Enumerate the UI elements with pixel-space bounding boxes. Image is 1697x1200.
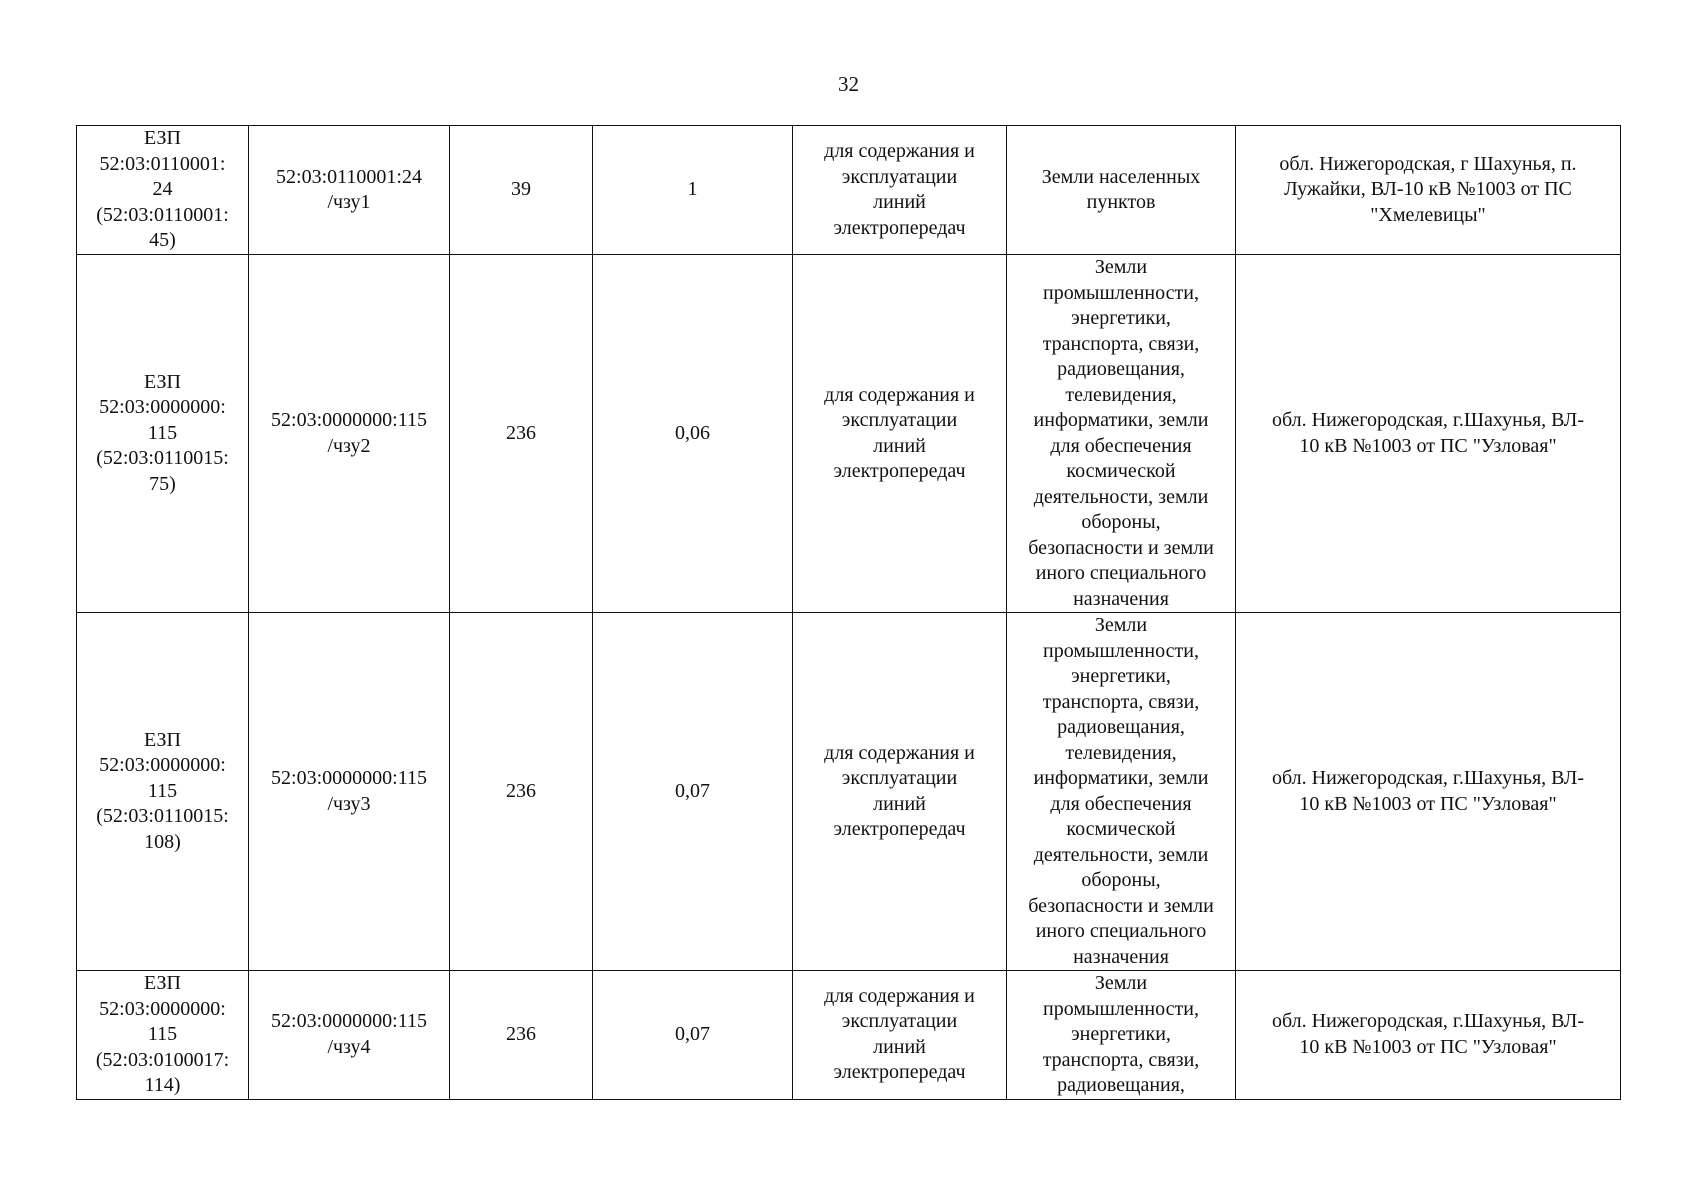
cell-area: 0,07: [593, 971, 793, 1100]
cell-text-line: Земли: [1094, 614, 1148, 636]
cell-part-number: [249, 126, 450, 255]
cell-purpose: [793, 613, 1007, 971]
cell-text-line: деятельности, земли: [1033, 843, 1209, 866]
cell-text-line: для содержания и: [824, 741, 975, 764]
cell-plot-id: [77, 126, 249, 255]
cell-text-line: 52:03:0110001:: [99, 152, 226, 175]
cell-text-line: 115: [147, 421, 178, 444]
cell-plot-id: [77, 613, 249, 971]
cell-text-line: Земли населенных: [1041, 165, 1201, 188]
cell-text-line: для обеспечения: [1050, 792, 1192, 815]
cell-text-line: /чзу1: [327, 191, 371, 213]
cell-text-line: 52:03:0000000:: [99, 754, 226, 777]
cell-text-line: (52:03:0110015:: [96, 447, 229, 470]
cell-text-line: обл. Нижегородская, г.Шахунья, ВЛ-: [1272, 767, 1584, 789]
cell-text-line: обл. Нижегородская, г.Шахунья, ВЛ-: [1272, 409, 1584, 431]
table-row: [77, 971, 1621, 1100]
cell-purpose: [793, 126, 1007, 255]
cell-address: [1236, 971, 1621, 1100]
cell-address: [1236, 126, 1621, 255]
cell-text-line: телевидения,: [1065, 741, 1177, 764]
cell-text-line: 45): [149, 229, 176, 252]
cell-text-line: промышленности,: [1043, 639, 1199, 662]
cell-text-line: телевидения,: [1065, 383, 1177, 406]
cell-text-line: энергетики,: [1071, 665, 1171, 687]
cell-text-line: /чзу4: [327, 1035, 371, 1058]
cell-area: 1: [593, 126, 793, 255]
cell-land-category: [1007, 971, 1236, 1100]
cell-text-line: ЕЗП: [144, 728, 181, 751]
cell-text-line: /чзу3: [327, 792, 371, 815]
cell-land-category: [1007, 126, 1236, 255]
cell-part-number: [249, 255, 450, 613]
cell-text-line: эксплуатации: [841, 767, 958, 789]
cell-text-line: радиовещания,: [1057, 358, 1185, 380]
cell-text-line: иного специального: [1035, 562, 1207, 584]
cell-text-line: назначения: [1073, 587, 1169, 610]
cell-text-line: обороны,: [1081, 869, 1161, 891]
cell-text-line: 10 кВ №1003 от ПС "Узловая": [1299, 792, 1557, 815]
cell-text-line: 52:03:0000000:115: [271, 767, 427, 789]
cell-text-line: радиовещания,: [1057, 1074, 1185, 1096]
cell-text-line: Земли: [1094, 972, 1148, 994]
cell-text-line: космической: [1066, 818, 1176, 840]
cell-text-line: информатики, земли: [1033, 767, 1209, 789]
cell-text-line: эксплуатации: [841, 409, 958, 431]
cell-text-line: для содержания и: [824, 140, 975, 162]
cell-text-line: ЕЗП: [144, 127, 181, 150]
cell-text-line: 115: [147, 1023, 178, 1045]
cell-number: 39: [450, 126, 593, 255]
cell-text-line: обл. Нижегородская, г Шахунья, п.: [1279, 152, 1577, 175]
cell-text-line: 114): [144, 1074, 181, 1096]
cell-text-line: 10 кВ №1003 от ПС "Узловая": [1299, 1035, 1557, 1058]
cell-text-line: (52:03:0100017:: [95, 1048, 230, 1071]
cell-text-line: иного специального: [1035, 920, 1207, 942]
cell-text-line: 52:03:0000000:115: [271, 409, 427, 431]
cell-text-line: 52:03:0110001:24: [276, 165, 422, 188]
cell-number: 236: [450, 971, 593, 1100]
cell-text-line: 24: [152, 178, 173, 201]
cell-text-line: информатики, земли: [1033, 409, 1209, 431]
cell-text-line: безопасности и земли: [1028, 894, 1214, 917]
cell-plot-id: [77, 255, 249, 613]
cell-land-category: [1007, 613, 1236, 971]
cell-text-line: 10 кВ №1003 от ПС "Узловая": [1299, 434, 1557, 457]
cell-number: 236: [450, 613, 593, 971]
table-row: [77, 613, 1621, 971]
cell-text-line: Лужайки, ВЛ-10 кВ №1003 от ПС: [1284, 178, 1572, 201]
cell-text-line: (52:03:0110001:: [96, 203, 229, 226]
cell-text-line: ЕЗП: [144, 370, 181, 393]
cell-text-line: 108): [144, 830, 181, 853]
cell-area: 0,07: [593, 613, 793, 971]
cell-text-line: электропередач: [833, 460, 966, 482]
cell-text-line: линий: [873, 792, 926, 815]
cell-text-line: 115: [147, 779, 178, 802]
table-row: [77, 126, 1621, 255]
cell-part-number: [249, 971, 450, 1100]
cell-text-line: электропередач: [833, 1061, 966, 1084]
cell-text-line: энергетики,: [1071, 307, 1171, 329]
cell-address: [1236, 613, 1621, 971]
cell-area: 0,06: [593, 255, 793, 613]
cell-text-line: 52:03:0000000:: [99, 396, 226, 419]
cell-text-line: космической: [1066, 460, 1176, 482]
cell-text-line: транспорта, связи,: [1042, 332, 1200, 355]
cell-text-line: эксплуатации: [841, 1010, 958, 1033]
cell-text-line: энергетики,: [1071, 1023, 1171, 1045]
cell-text-line: 75): [149, 472, 176, 495]
cell-text-line: транспорта, связи,: [1042, 1048, 1200, 1071]
cell-text-line: радиовещания,: [1057, 716, 1185, 738]
page-number: 32: [838, 72, 859, 96]
cell-text-line: деятельности, земли: [1033, 485, 1209, 508]
cell-text-line: назначения: [1073, 945, 1169, 968]
cell-text-line: для содержания и: [824, 984, 975, 1007]
cell-text-line: электропередач: [833, 216, 966, 239]
cell-text-line: ЕЗП: [144, 972, 181, 994]
cell-address: [1236, 255, 1621, 613]
cell-text-line: обороны,: [1081, 511, 1161, 533]
cell-text-line: промышленности,: [1043, 281, 1199, 304]
cell-text-line: Земли: [1094, 256, 1148, 278]
cell-text-line: линий: [873, 191, 926, 213]
land-plots-table: [76, 125, 1621, 1100]
cell-text-line: "Хмелевицы": [1370, 203, 1486, 226]
table-body: [77, 126, 1621, 1100]
cell-text-line: линий: [873, 1035, 926, 1058]
cell-text-line: промышленности,: [1043, 997, 1199, 1020]
cell-land-category: [1007, 255, 1236, 613]
cell-text-line: для обеспечения: [1050, 434, 1192, 457]
cell-text-line: обл. Нижегородская, г.Шахунья, ВЛ-: [1272, 1010, 1584, 1033]
cell-text-line: электропередач: [833, 818, 966, 840]
cell-purpose: [793, 971, 1007, 1100]
table-row: [77, 255, 1621, 613]
cell-part-number: [249, 613, 450, 971]
cell-number: 236: [450, 255, 593, 613]
cell-purpose: [793, 255, 1007, 613]
cell-text-line: (52:03:0110015:: [96, 805, 229, 828]
cell-text-line: безопасности и земли: [1028, 536, 1214, 559]
cell-text-line: пунктов: [1086, 191, 1156, 213]
cell-text-line: для содержания и: [824, 383, 975, 406]
cell-text-line: транспорта, связи,: [1042, 690, 1200, 713]
cell-text-line: 52:03:0000000:115: [271, 1010, 427, 1033]
cell-text-line: эксплуатации: [841, 165, 958, 188]
cell-text-line: линий: [873, 434, 926, 457]
cell-text-line: /чзу2: [327, 434, 371, 457]
cell-plot-id: [77, 971, 249, 1100]
cell-text-line: 52:03:0000000:: [99, 997, 226, 1020]
